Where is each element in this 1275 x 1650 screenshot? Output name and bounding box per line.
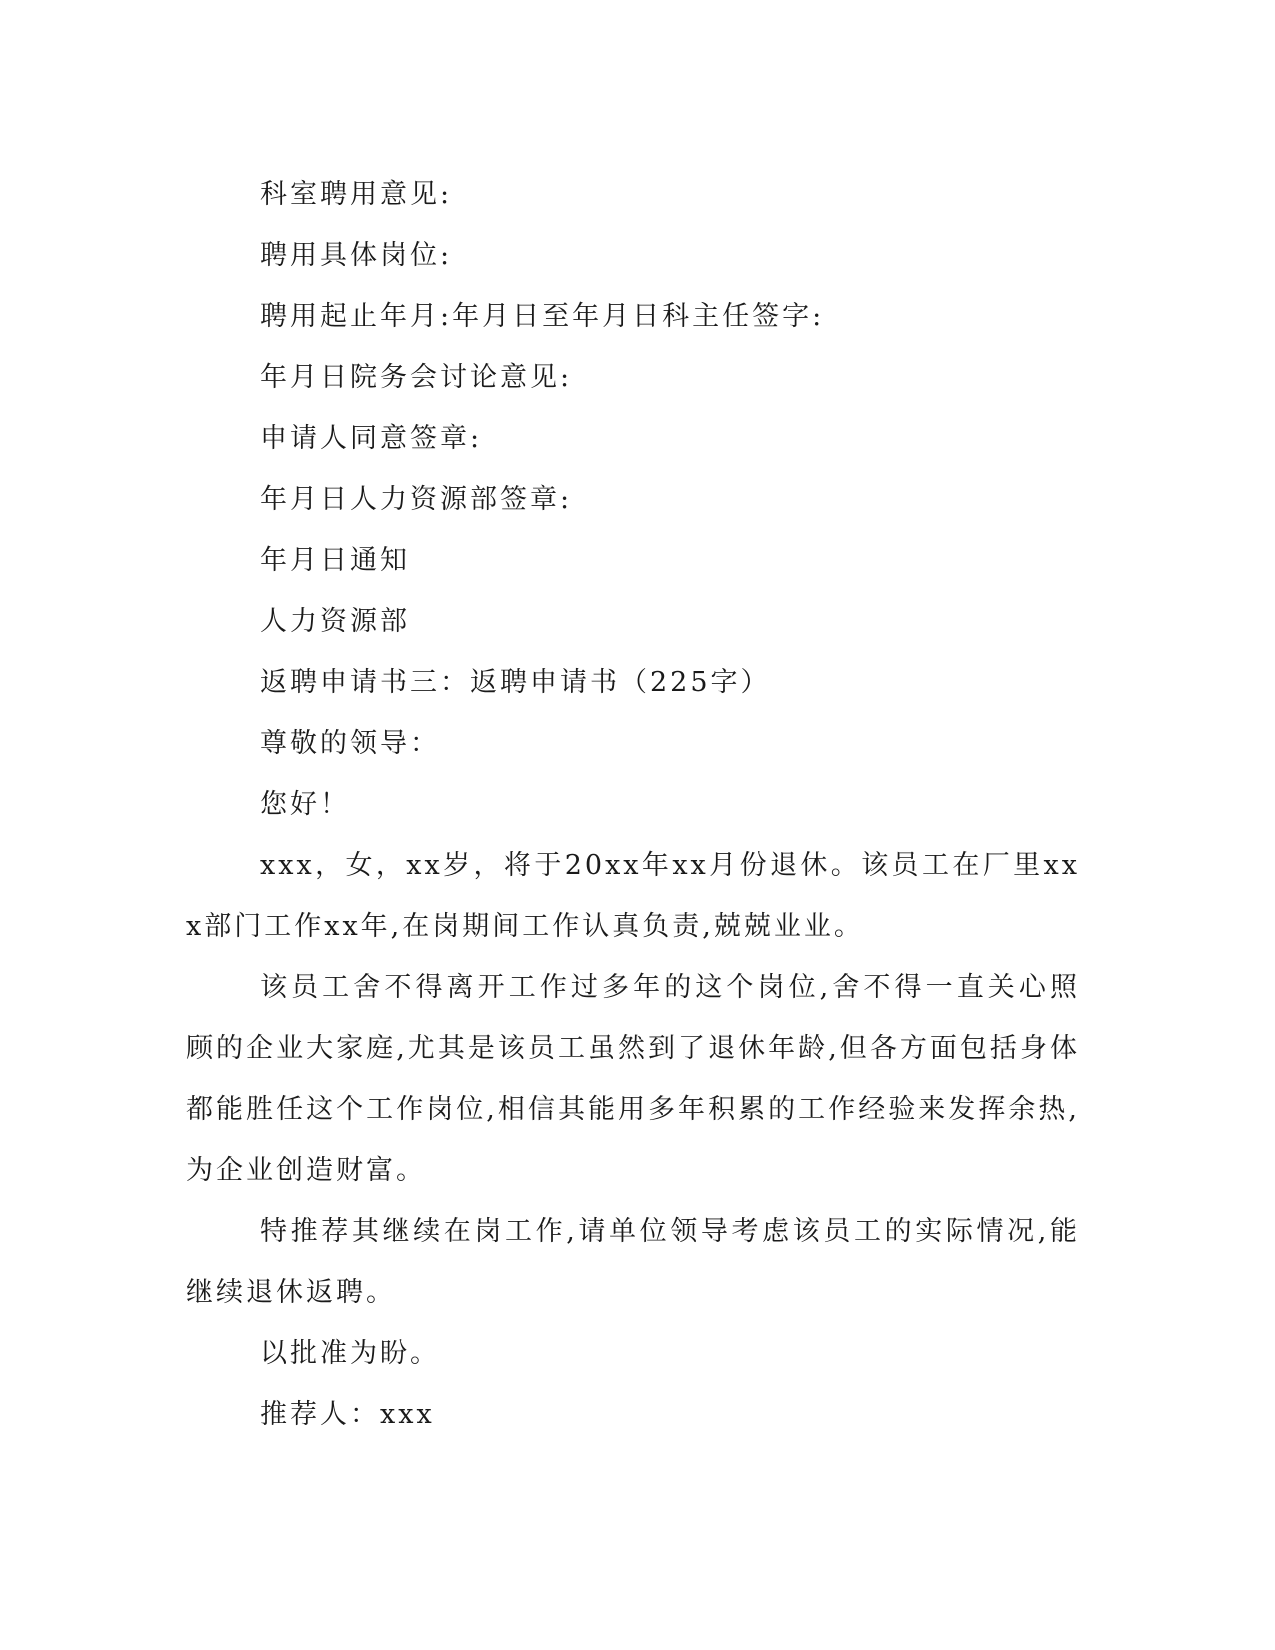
form-line-meeting-opinion: 年月日院务会讨论意见: bbox=[260, 362, 573, 393]
form-line-hr-department: 人力资源部 bbox=[260, 606, 410, 637]
form-line-hr-signature: 年月日人力资源部签章: bbox=[260, 484, 573, 515]
greeting: 您好！ bbox=[260, 789, 350, 820]
recommender-line: 推荐人：xxx bbox=[260, 1399, 435, 1430]
body-paragraph-reason: 该员工舍不得离开工作过多年的这个岗位,舍不得一直关心照顾的企业大家庭,尤其是该员工虽然到了退休年龄,但各方面包括身体都能胜任这个工作岗位,相信其能用多年积累的工作经验来发挥余热,为企业创造财富。 bbox=[186, 972, 1080, 1186]
body-paragraph-recommendation: 特推荐其继续在岗工作,请单位领导考虑该员工的实际情况,能继续退休返聘。 bbox=[186, 1216, 1080, 1308]
document-body bbox=[186, 164, 1086, 1445]
body-paragraph-intro: xxx，女，xx岁，将于20xx年xx月份退休。该员工在厂里xxx部门工作xx年,在岗期间工作认真负责,兢兢业业。 bbox=[186, 850, 1080, 942]
form-line-department-opinion: 科室聘用意见: bbox=[260, 179, 453, 210]
closing-line: 以批准为盼。 bbox=[260, 1338, 440, 1369]
section-heading: 返聘申请书三：返聘申请书（225字） bbox=[260, 667, 771, 698]
form-line-applicant-signature: 申请人同意签章: bbox=[260, 423, 483, 454]
form-line-position: 聘用具体岗位: bbox=[260, 240, 453, 271]
salutation: 尊敬的领导： bbox=[260, 728, 440, 759]
form-line-notice: 年月日通知 bbox=[260, 545, 410, 576]
form-line-period-signature: 聘用起止年月:年月日至年月日科主任签字: bbox=[260, 301, 825, 332]
